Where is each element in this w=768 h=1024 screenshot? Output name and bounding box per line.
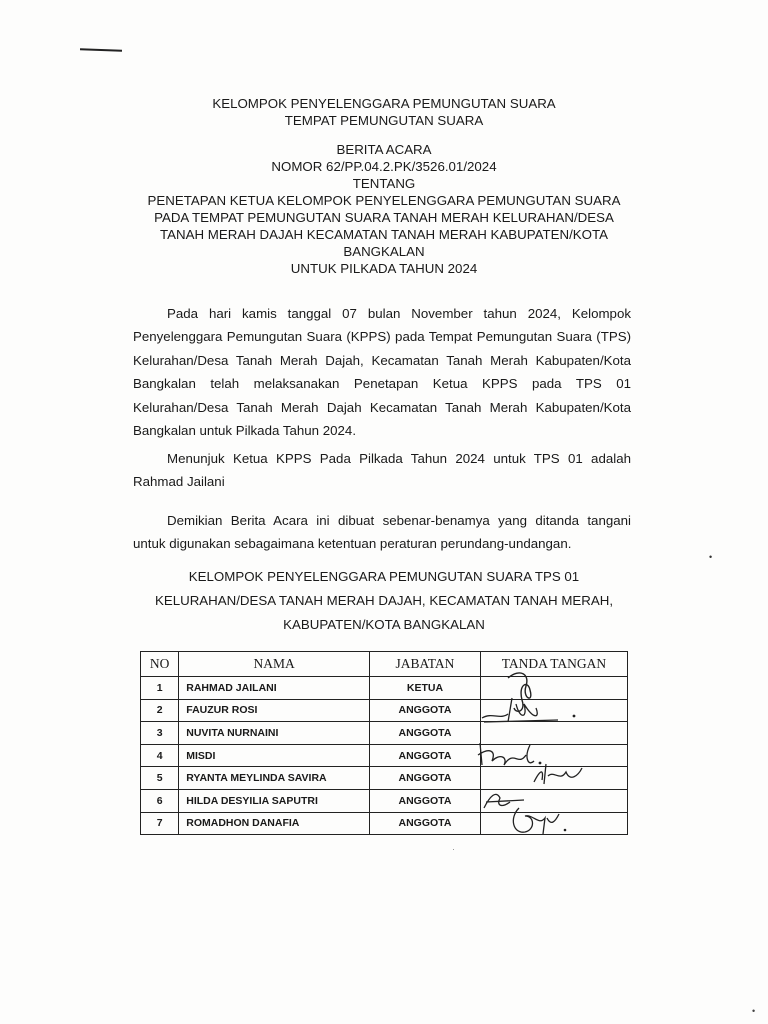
row-signature-cell [480, 789, 627, 812]
header-tanda-tangan: TANDA TANGAN [480, 652, 627, 677]
paragraph-2 [133, 447, 631, 494]
row-no: 6 [141, 789, 179, 812]
doc-about: TENTANG [352, 176, 416, 191]
subject-line: PENETAPAN KETUA KELOMPOK PENYELENGGARA PEMUNGUTAN SUARA [147, 193, 621, 208]
scan-speck: · [452, 844, 455, 854]
row-jabatan: ANGGOTA [370, 722, 481, 745]
paragraph-line: Bangkalan untuk Pilkada Tahun 2024. [133, 423, 357, 439]
header-block [0, 95, 768, 129]
row-jabatan: ANGGOTA [370, 789, 481, 812]
subject-line: TANAH MERAH DAJAH KECAMATAN TANAH MERAH KABUPATEN/KOTA [160, 227, 608, 242]
header-no: NO [141, 652, 179, 677]
table-row [141, 722, 628, 745]
paragraph-1 [133, 302, 631, 442]
committee-line-1: KELOMPOK PENYELENGGARA PEMUNGUTAN SUARA TPS 01 [188, 569, 580, 584]
paragraph-line: Penyelenggara Pemungutan Suara (KPPS) pada Tempat Pemungutan Suara (TPS) [133, 329, 631, 345]
row-signature-cell [480, 744, 627, 767]
row-signature-cell [480, 722, 627, 745]
table-row [141, 699, 628, 722]
paragraph-line: Pada hari kamis tanggal 07 bulan November tahun 2024, Kelompok [167, 306, 631, 321]
paragraph-3 [133, 509, 631, 556]
row-nama: FAUZUR ROSI [179, 699, 370, 722]
row-no: 5 [141, 767, 179, 790]
row-jabatan: ANGGOTA [370, 767, 481, 790]
row-signature-cell [480, 767, 627, 790]
committee-line-2: KELURAHAN/DESA TANAH MERAH DAJAH, KECAMATAN TANAH MERAH, [154, 593, 614, 608]
doc-number: NOMOR 62/PP.04.2.PK/3526.01/2024 [271, 159, 497, 174]
row-nama: RAHMAD JAILANI [179, 677, 370, 700]
row-nama: MISDI [179, 744, 370, 767]
table-row [141, 767, 628, 790]
row-jabatan: ANGGOTA [370, 812, 481, 835]
row-no: 2 [141, 699, 179, 722]
org-line-2: TEMPAT PEMUNGUTAN SUARA [284, 113, 484, 128]
row-signature-cell [480, 677, 627, 700]
committee-line-3: KABUPATEN/KOTA BANGKALAN [283, 617, 485, 632]
header-jabatan: JABATAN [370, 652, 481, 677]
scan-speck: • [752, 1006, 756, 1016]
doc-type: BERITA ACARA [336, 142, 432, 157]
title-block [0, 141, 768, 277]
table-header-row [141, 652, 628, 677]
row-no: 7 [141, 812, 179, 835]
subject-line: UNTUK PILKADA TAHUN 2024 [290, 261, 478, 276]
table-row [141, 744, 628, 767]
paragraph-line: Kelurahan/Desa Tanah Merah Dajah Kecamatan Tanah Merah Kabupaten/Kota [133, 399, 631, 415]
row-signature-cell [480, 699, 627, 722]
row-nama: RYANTA MEYLINDA SAVIRA [179, 767, 370, 790]
row-no: 4 [141, 744, 179, 767]
row-nama: NUVITA NURNAINI [179, 722, 370, 745]
subject-line: BANGKALAN [343, 244, 425, 259]
row-signature-cell [480, 812, 627, 835]
table-row [141, 677, 628, 700]
table-row [141, 812, 628, 835]
paragraph-line: Menunjuk Ketua KPPS Pada Pilkada Tahun 2024 untuk TPS 01 adalah [167, 451, 631, 466]
committee-block [0, 565, 768, 637]
paragraph-line: Kelurahan/Desa Tanah Merah Dajah, Kecamatan Tanah Merah Kabupaten/Kota [133, 352, 631, 368]
table-row [141, 789, 628, 812]
row-no: 1 [141, 677, 179, 700]
row-jabatan: KETUA [370, 677, 481, 700]
subject-line: PADA TEMPAT PEMUNGUTAN SUARA TANAH MERAH KELURAHAN/DESA [154, 210, 614, 225]
paragraph-line: Bangkalan telah melaksanakan Penetapan Ketua KPPS pada TPS 01 [133, 376, 631, 392]
paragraph-line: untuk digunakan sebagaimana ketentuan peraturan perundang-undangan. [133, 536, 572, 552]
header-nama: NAMA [179, 652, 370, 677]
row-jabatan: ANGGOTA [370, 699, 481, 722]
row-nama: ROMADHON DANAFIA [179, 812, 370, 835]
row-no: 3 [141, 722, 179, 745]
scan-mark-dash [80, 48, 122, 51]
row-jabatan: ANGGOTA [370, 744, 481, 767]
members-table [140, 651, 628, 835]
scan-speck: • [709, 552, 713, 562]
paragraph-line: Rahmad Jailani [133, 474, 225, 490]
paragraph-line: Demikian Berita Acara ini dibuat sebenar-benamya yang ditanda tangani [167, 513, 631, 528]
row-nama: HILDA DESYILIA SAPUTRI [179, 789, 370, 812]
org-line-1: KELOMPOK PENYELENGGARA PEMUNGUTAN SUARA [212, 96, 556, 111]
